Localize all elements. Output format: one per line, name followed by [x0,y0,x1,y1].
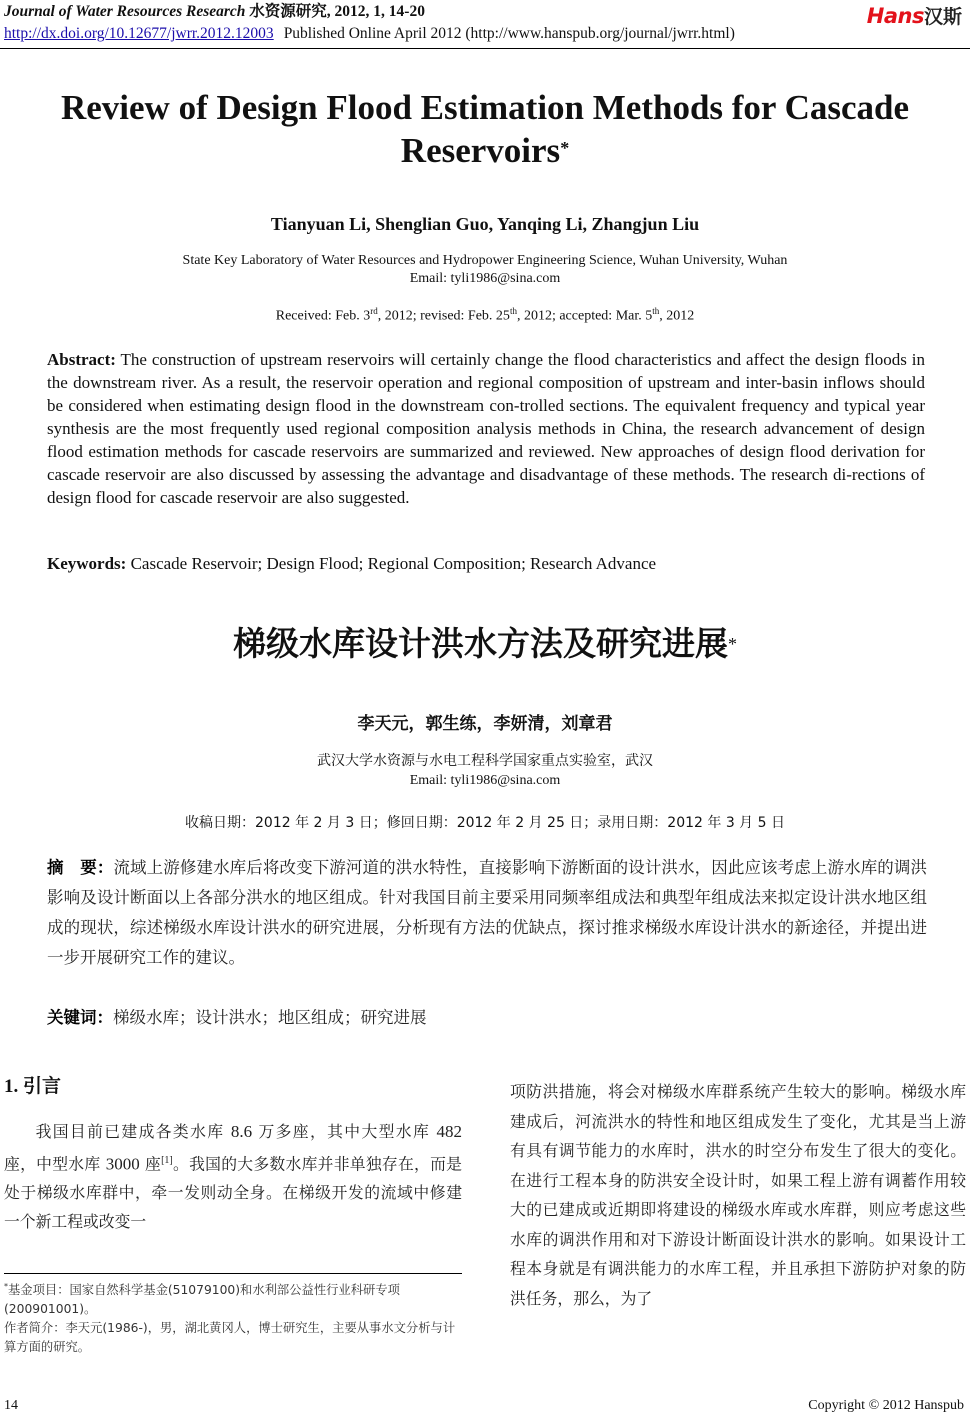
affiliation-chinese [0,752,970,790]
body-column-left [4,1072,462,1236]
title-line-2 [0,129,970,172]
body-column-right: 项防洪措施，将会对梯级水库群系统产生较大的影响。梯级水库建成后，河流洪水的特性和地区组成发生了变化，尤其是当上游有具有调节能力的水库时，洪水的时空分布发生了很大的变化。在进行工程本身的防洪安全设计时，如果工程上游有调蓄作用较大的已建成或近期即将建设的梯级水库或水库群，则应考虑这些水库的调洪作用和对下游设计断面设计洪水的影响。如果设计工程本身就是有调洪能力的水库工程，并且承担下游防护对象的防洪任务，那么，为了 [510,1082,966,1308]
keywords-text: Cascade Reservoir; Design Flood; Regional Composition; Research Advance [126,554,657,573]
abstract-chinese [47,853,927,973]
keywords-chinese [47,1004,927,1032]
logo-chinese: 汉斯 [923,6,962,28]
text-run: 座，中型水库 [4,1154,106,1174]
footnote-funding [4,1277,462,1319]
copyright: Copyright © 2012 Hanspub [808,1398,964,1413]
number: 8.6 [230,1122,253,1141]
year-part: , 2012 [659,308,695,324]
paper-title-chinese [0,622,970,666]
footnote-author-bio: 作者简介：李天元(1986-)，男，湖北黄冈人，博士研究生，主要从事水文分析与计算方面的研究。 [4,1321,456,1355]
section-number: 1. [4,1076,23,1097]
title-line-2-text: Reservoirs [400,131,561,170]
footnote-text: 基金项目：国家自然科学基金(51079100)和水利部公益性行业科研专项(200901001)。 [4,1283,400,1317]
citation-ref[interactable]: [1] [161,1155,173,1166]
ordinal-suffix: th [509,306,517,316]
keywords-english [47,552,925,575]
keywords-label: Keywords: [47,554,127,573]
publication-line [4,24,735,44]
revised-part: , 2012; revised: Feb. 25 [377,308,510,324]
ordinal-suffix: th [652,306,660,316]
authors-english: Tianyuan Li, Shenglian Guo, Yanqing Li, Zhangjun Liu [270,214,700,234]
section-title: 引言 [23,1075,62,1097]
keywords-text: 梯级水库；设计洪水；地区组成；研究进展 [113,1008,427,1027]
title-line-1: Review of Design Flood Estimation Methods for Cascade [60,88,910,127]
journal-volume-pages: 水资源研究, 2012, 1, 14-20 [245,3,425,20]
abstract-label: 摘 要： [47,858,114,877]
title-footnote-mark: * [560,138,570,158]
affiliation-text: State Key Laboratory of Water Resources and Hydropower Engineering Science, Wuhan University, Wuhan [182,253,788,268]
keywords-label: 关键词： [47,1008,113,1027]
doi-link[interactable]: http://dx.doi.org/10.12677/jwrr.2012.12003 [4,25,274,42]
title-footnote-mark: * [728,634,737,654]
number: 482 [436,1122,462,1141]
accepted-part: , 2012; accepted: Mar. 5 [516,308,653,324]
abstract-text: 流域上游修建水库后将改变下游河道的洪水特性，直接影响下游断面的设计洪水，因此应该考虑上游水库的调洪影响及设计断面以上各部分洪水的地区组成。针对我国目前主要采用同频率组成法和典型年组成法来拟定设计洪水地区组成的现状，综述梯级水库设计洪水的研究进展，分析现有方法的优缺点，探讨推求梯级水库设计洪水的新途径，并提出进一步开展研究工作的建议。 [47,858,928,967]
journal-name: Journal of Water Resources Research [4,3,246,20]
footnote-divider [4,1273,462,1274]
ordinal-suffix: rd [370,306,378,316]
paper-title-english [0,86,970,172]
text-run: 座 [139,1154,162,1174]
abstract-english [47,348,925,509]
page-number: 14 [4,1398,18,1413]
journal-citation [4,2,425,22]
footnotes [4,1277,462,1357]
text-run: 。我国的大多数水库并非单独存在，而是处于梯级水库群中，牵一发则动全身。在梯级开发的流域中修建一个新工程或改变一 [4,1154,462,1232]
email: Email: tyli1986@sina.com [409,271,561,286]
footnote-mark: * [4,1282,8,1291]
abstract-label: Abstract: [47,350,116,369]
header-divider [0,48,970,49]
text-run: 我国目前已建成各类水库 [35,1122,231,1141]
title-chinese-text: 梯级水库设计洪水方法及研究进展 [233,624,728,663]
section-heading [4,1072,462,1101]
body-paragraph [4,1117,462,1236]
received-part: Received: Feb. 3 [275,308,371,324]
number: 3000 [105,1154,140,1174]
published-online: Published Online April 2012 (http://www.hanspub.org/journal/jwrr.html) [283,25,735,42]
affiliation-english [0,252,970,288]
text-run: 万多座，其中大型水库 [252,1122,437,1141]
received-dates-english [0,306,970,325]
logo-latin: Hans [866,4,924,28]
running-header [4,2,966,48]
received-dates-chinese: 收稿日期：2012 年 2 月 3 日；修回日期：2012 年 2 月 25 日；录用日期：2012 年 3 月 5 日 [185,815,785,831]
authors-chinese: 李天元，郭生练，李妍清，刘章君 [357,714,613,734]
abstract-text: The construction of upstream reservoirs will certainly change the flood characteristics and affect the design floods in the downstream river. As a result, the reservoir operation and regional composition of upstream and inter-basin inflows should be considered when estimating design flood in the downstream con-trolled sections. The equivalent frequency and typical year synthesis are the most frequently used regional composition analysis methods in China, the research advancement of design flood estimation methods for cascade reservoirs are summarized and reviewed. New approaches of design flood derivation for cascade reservoir are also discussed by assessing the advantage and disadvantage of these methods. The research di-rections of design flood for cascade reservoir are also suggested. [47,350,925,507]
affiliation-text: 武汉大学水资源与水电工程科学国家重点实验室，武汉 [317,753,653,769]
hanspub-logo [867,2,962,29]
email: Email: tyli1986@sina.com [409,773,561,788]
